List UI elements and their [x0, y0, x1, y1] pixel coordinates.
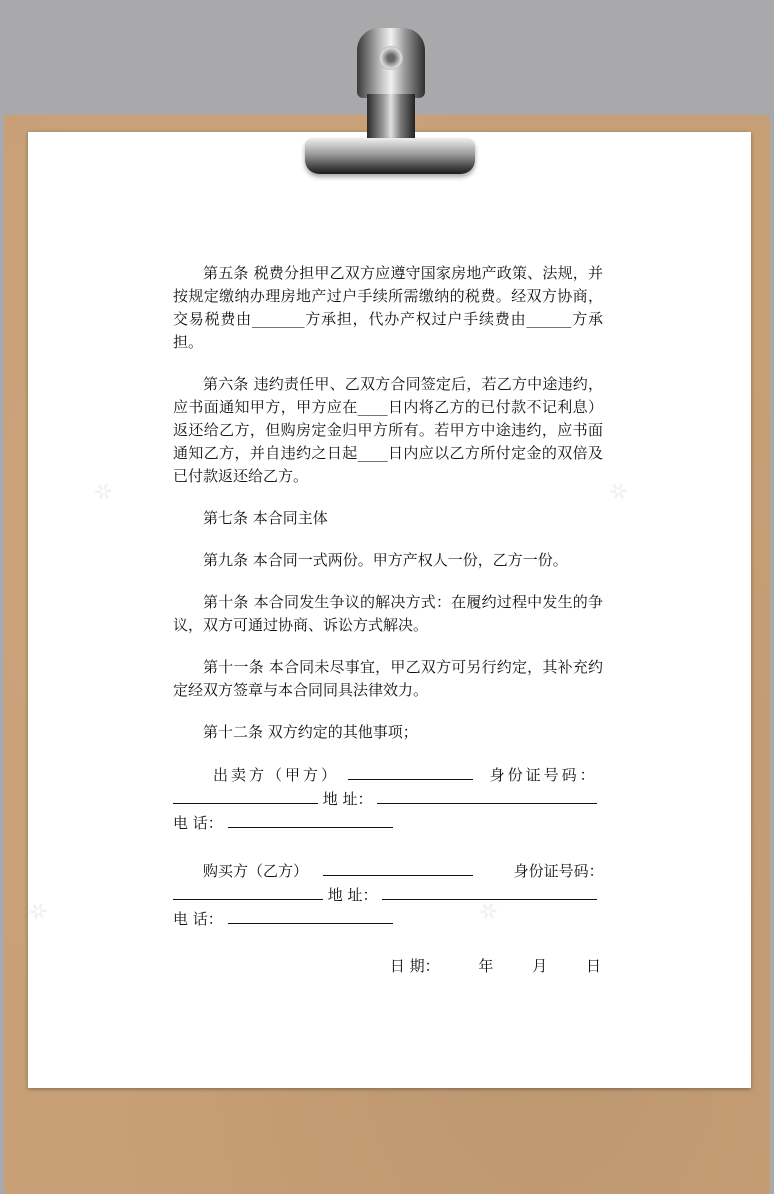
binder-clip-icon: [305, 28, 475, 176]
seller-label: 出卖方（甲方）: [213, 766, 340, 784]
buyer-phone-field[interactable]: [228, 907, 393, 924]
buyer-phone-label: 电 话：: [173, 910, 223, 928]
buyer-label: 购买方（乙方）: [203, 862, 309, 880]
seller-id-label: 身份证号码：: [489, 766, 598, 784]
article-9: 第九条 本合同一式两份。甲方产权人一份，乙方一份。: [203, 551, 568, 569]
date-day: 日: [585, 957, 601, 975]
buyer-signature-block: [173, 859, 603, 931]
watermark-icon: ✲: [604, 476, 634, 509]
date-year: 年: [478, 957, 494, 975]
article-12: 第十二条 双方约定的其他事项；: [203, 723, 418, 741]
article-6: 第六条 违约责任甲、乙双方合同签定后，若乙方中途违约，应书面通知甲方，甲方应在____日内将乙方的已付款不记利息）返还给乙方，但购房定金归甲方所有。若甲方中途违约，应书面通知乙方，并自违约之日起____日内应以乙方所付定金的双倍及已付款返还给乙方。: [173, 375, 603, 485]
date-month: 月: [532, 957, 548, 975]
seller-signature-block: [173, 763, 603, 835]
seller-address-field[interactable]: [377, 787, 597, 804]
buyer-name-field[interactable]: [323, 859, 473, 876]
watermark-icon: ✲: [474, 896, 504, 929]
article-10: 第十条 本合同发生争议的解决方式：在履约过程中发生的争议，双方可通过协商、诉讼方式解决。: [173, 593, 603, 634]
watermark-icon: ✲: [24, 896, 54, 929]
article-11: 第十一条 本合同未尽事宜，甲乙双方可另行约定，其补充约定经双方签章与本合同同具法律效力。: [173, 658, 603, 699]
date-line: [173, 955, 603, 978]
watermark-icon: ✲: [89, 476, 119, 509]
seller-address-label: 地 址：: [322, 790, 373, 808]
buyer-address-field[interactable]: [382, 883, 597, 900]
article-5: 第五条 税费分担甲乙双方应遵守国家房地产政策、法规，并按规定缴纳办理房地产过户手续所需缴纳的税费。经双方协商，交易税费由_______方承担，代办产权过户手续费由______方承担。: [173, 264, 603, 351]
seller-id-field[interactable]: [173, 787, 318, 804]
seller-phone-label: 电 话：: [173, 814, 223, 832]
buyer-id-field[interactable]: [173, 883, 323, 900]
article-7: 第七条 本合同主体: [203, 509, 328, 527]
buyer-id-label: 身份证号码：: [513, 862, 604, 880]
buyer-address-label: 地 址：: [327, 886, 378, 904]
seller-phone-field[interactable]: [228, 811, 393, 828]
contract-body: [173, 262, 603, 978]
seller-name-field[interactable]: [348, 763, 473, 780]
date-label: 日 期：: [389, 957, 440, 975]
